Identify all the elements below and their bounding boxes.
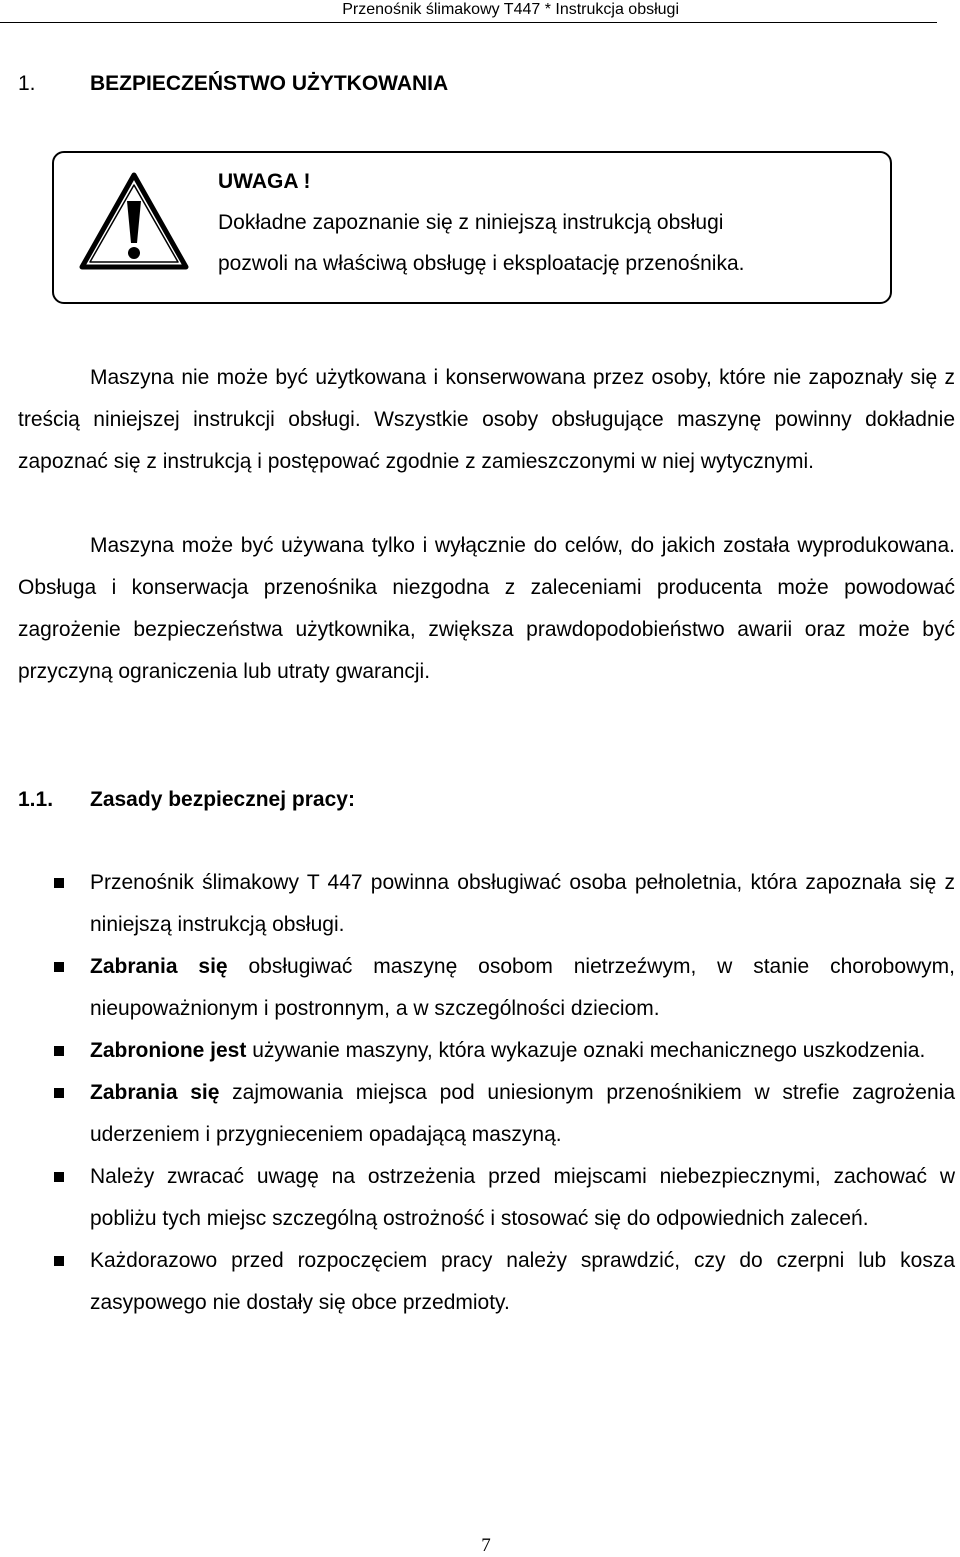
warning-box — [52, 151, 892, 304]
subsection-title: Zasady bezpiecznej pracy: — [90, 788, 355, 811]
paragraph-1 — [18, 357, 955, 483]
warning-triangle-icon — [78, 171, 190, 271]
subsection-number: 1.1. — [18, 788, 54, 811]
warning-line-1: Dokładne zapoznanie się z niniejszą instrukcją obsługi — [218, 211, 724, 234]
subsection-heading — [18, 785, 355, 815]
paragraph-2-text: Maszyna może być używana tylko i wyłącznie do celów, do jakich została wyprodukowana. Obsługa i konserwacja przenośnika niezgodna z zaleceniami producenta może powodować zagrożenie bezpieczeństwa użytkownika, zwiększa prawdopodobieństwo awarii oraz może być przyczyną ograniczenia lub utraty gwarancji. — [18, 534, 955, 683]
list-item: Zabrania się obsługiwać maszynę osobom nietrzeźwym, w stanie chorobowym, nieupoważnionym i postronnym, a w szczególności dzieciom. — [18, 946, 955, 1030]
warning-heading: UWAGA ! — [218, 170, 311, 193]
section-title: BEZPIECZEŃSTWO UŻYTKOWANIA — [90, 72, 449, 95]
square-bullet-icon — [54, 1046, 64, 1056]
list-item: Każdorazowo przed rozpoczęciem pracy należy sprawdzić, czy do czerpni lub kosza zasypowego nie dostały się obce przedmioty. — [18, 1240, 955, 1324]
list-item: Przenośnik ślimakowy T 447 powinna obsługiwać osoba pełnoletnia, która zapoznała się z niniejszą instrukcją obsługi. — [18, 862, 955, 946]
warning-line-2: pozwoli na właściwą obsługę i eksploatację przenośnika. — [218, 252, 745, 275]
section-number: 1. — [18, 72, 36, 95]
page-number: 7 — [481, 1535, 491, 1556]
safety-rules-list — [18, 862, 955, 1324]
square-bullet-icon — [54, 1172, 64, 1182]
paragraph-1-text: Maszyna nie może być użytkowana i konserwowana przez osoby, które nie zapoznały się z treścią niniejszej instrukcji obsługi. Wszystkie osoby obsługujące maszynę powinny dokładnie zapoznać się z instrukcją i postępować zgodnie z zamieszczonymi w niej wytycznymi. — [18, 366, 955, 473]
running-header — [0, 0, 937, 23]
warning-text — [218, 161, 868, 284]
square-bullet-icon — [54, 1088, 64, 1098]
section-heading — [18, 70, 448, 98]
list-item: Zabronione jest używanie maszyny, która wykazuje oznaki mechanicznego uszkodzenia. — [18, 1030, 955, 1072]
document-title: Przenośnik ślimakowy T447 * Instrukcja obsługi — [342, 1, 679, 18]
square-bullet-icon — [54, 878, 64, 888]
paragraph-2 — [18, 525, 955, 693]
list-item: Zabrania się zajmowania miejsca pod uniesionym przenośnikiem w strefie zagrożenia uderzeniem i przygnieceniem opadającą maszyną. — [18, 1072, 955, 1156]
list-item: Należy zwracać uwagę na ostrzeżenia przed miejscami niebezpiecznymi, zachować w pobliżu tych miejsc szczególną ostrożność i stosować się do odpowiednich zaleceń. — [18, 1156, 955, 1240]
square-bullet-icon — [54, 1256, 64, 1266]
square-bullet-icon — [54, 962, 64, 972]
